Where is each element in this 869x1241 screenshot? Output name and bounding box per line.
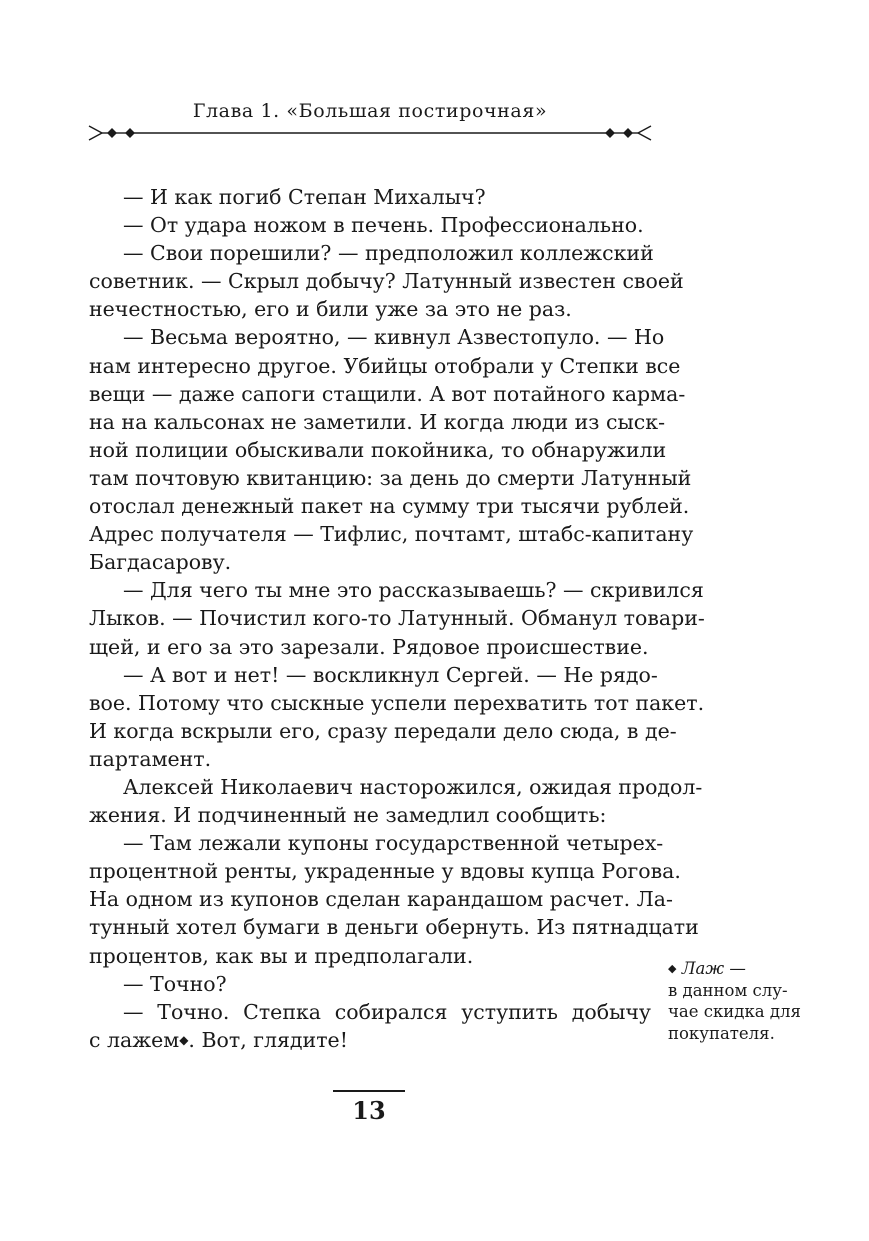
text-line: Алексей Николаевич насторожился, ожидая продол- xyxy=(123,774,703,799)
text-line: На одном из купонов сделан карандашом расчет. Ла- xyxy=(89,887,673,912)
text-line: И когда вскрыли его, сразу передали дело сюда, в де- xyxy=(89,718,677,743)
text-line: — Весьма вероятно, — кивнул Азвестопуло. — Но xyxy=(123,325,665,350)
text-line: Лыков. — Почистил кого-то Латунный. Обманул товари- xyxy=(89,606,705,631)
text-line: вещи — даже сапоги стащили. А вот потайного карма- xyxy=(89,381,686,406)
text-line: советник. — Скрыл добычу? Латунный известен своей xyxy=(89,269,684,294)
sidenote-heading xyxy=(668,958,798,980)
text-line: партамент. xyxy=(89,746,212,771)
text-line: ной полиции обыскивали покойника, то обнаружили xyxy=(89,437,667,462)
text-line: отослал денежный пакет на сумму три тысячи рублей. xyxy=(89,494,690,519)
text-line: Адрес получателя — Тифлис, почтамт, штабс-капитану xyxy=(89,522,694,547)
text-line: — А вот и нет! — воскликнул Сергей. — Не рядо- xyxy=(123,662,658,687)
text-line: вое. Потому что сыскные успели перехватить тот пакет. xyxy=(89,690,705,715)
sidenote-mark: ◆ xyxy=(668,962,677,975)
body-text xyxy=(89,183,705,1054)
text-line: на на кальсонах не заметили. И когда люди из сыск- xyxy=(89,409,666,434)
text-line: — И как погиб Степан Михалыч? xyxy=(123,185,486,209)
page-number: 13 xyxy=(352,1096,386,1125)
folio-rule xyxy=(333,1090,405,1092)
sidenote-line: покупателя. xyxy=(668,1023,775,1043)
text-line: — Для чего ты мне это рассказываешь? — скривился xyxy=(123,578,704,603)
text-line: — Точно. Степка собирался уступить добычу xyxy=(123,999,651,1024)
text-line: там почтовую квитанцию: за день до смерти Латунный xyxy=(89,465,692,490)
sidenote xyxy=(668,958,801,1044)
text-line: щей, и его за это зарезали. Рядовое происшествие. xyxy=(89,634,649,659)
sidenote-line: чае скидка для xyxy=(668,1002,801,1021)
text-line: — От удара ножом в печень. Профессионально. xyxy=(123,213,644,238)
text-line-last xyxy=(89,1026,651,1054)
text-line: — Там лежали купоны государственной четырех- xyxy=(123,831,664,856)
text-line: процентной ренты, украденные у вдовы купца Рогова. xyxy=(89,859,681,884)
text-line: Багдасарову. xyxy=(89,550,232,575)
text-line: процентов, как вы и предполагали. xyxy=(89,943,474,968)
running-head: Глава 1. «Большая постирочная» xyxy=(192,100,548,122)
sidenote-line: в данном слу- xyxy=(668,980,788,1000)
text-line: тунный хотел бумаги в деньги обернуть. Из пятнадцати xyxy=(89,915,699,940)
text-line: — Точно? xyxy=(123,971,227,996)
text-line: нам интересно другое. Убийцы отобрали у Степки все xyxy=(89,353,681,378)
sidenote-term: Лаж — xyxy=(681,959,746,978)
text-after-footnote: . Вот, глядите! xyxy=(188,1027,348,1052)
text-line: — Свои порешили? — предположил коллежский xyxy=(123,241,654,266)
text-line: нечестностью, его и били уже за это не раз. xyxy=(89,297,572,322)
text-line: жения. И подчиненный не замедлил сообщить: xyxy=(89,803,607,828)
ornamental-rule xyxy=(88,122,652,144)
text-before-footnote: с лажем xyxy=(89,1027,180,1052)
footnote-mark: ◆ xyxy=(179,1032,189,1047)
